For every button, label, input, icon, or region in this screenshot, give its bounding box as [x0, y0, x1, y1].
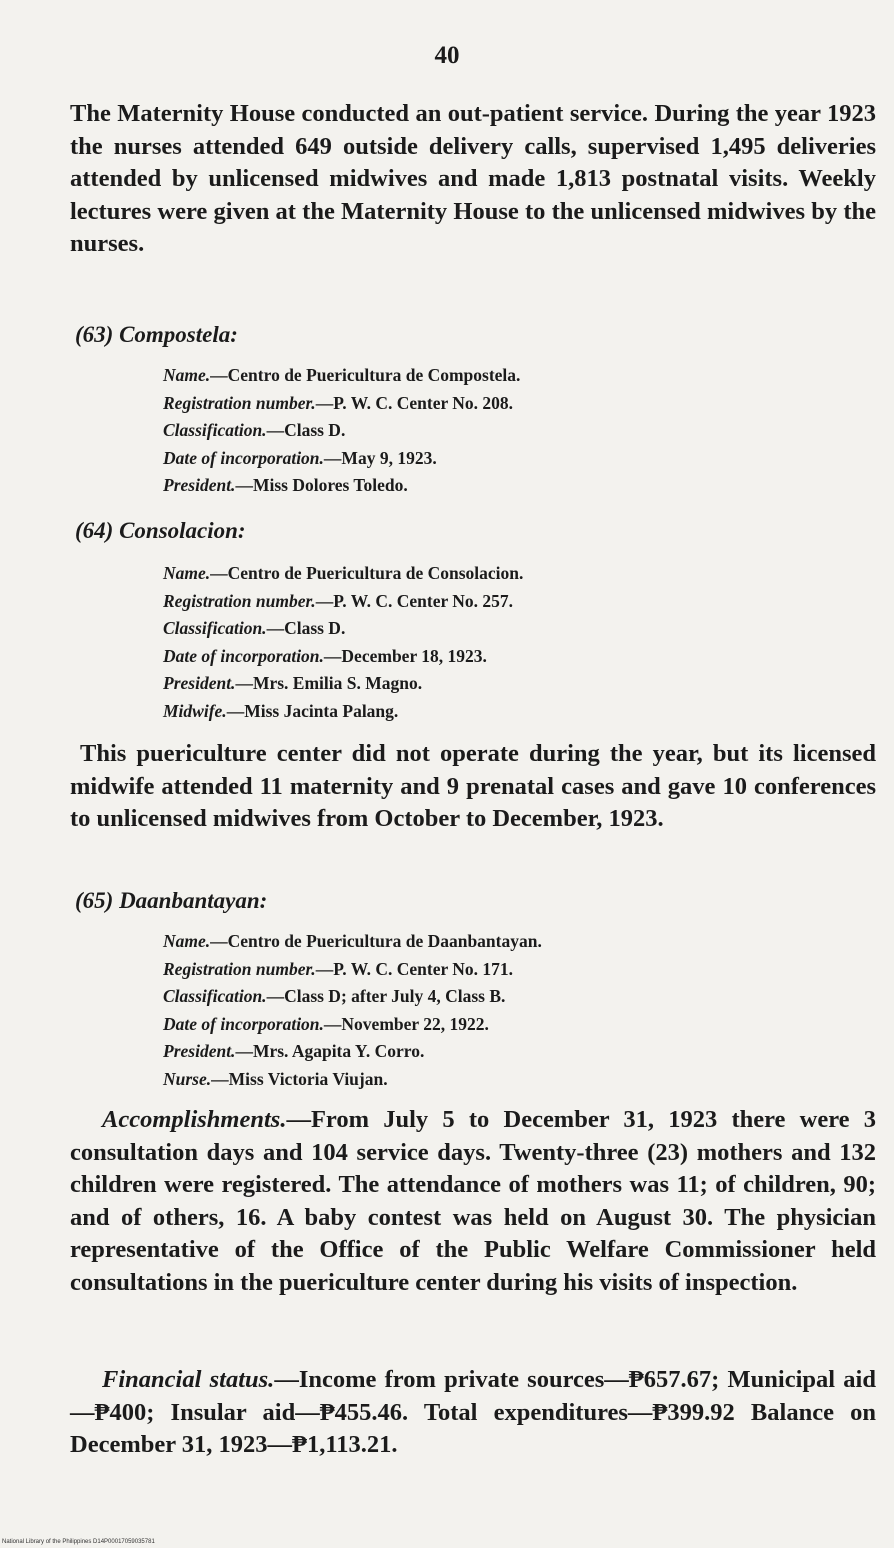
entry: President.—Mrs. Agapita Y. Corro.: [163, 1041, 425, 1061]
daanbantayan-entries: [163, 928, 863, 1093]
compostela-entries: [163, 362, 863, 500]
entry: Name.—Centro de Puericultura de Compostela.: [163, 365, 521, 385]
entry: Registration number.—P. W. C. Center No. 208.: [163, 392, 514, 413]
entry: President.—Mrs. Emilia S. Magno.: [163, 673, 423, 693]
section-heading-daanbantayan: (65) Daanbantayan:: [75, 888, 268, 913]
entry: Registration number.—P. W. C. Center No. 171.: [163, 958, 514, 979]
consolacion-paragraph: This puericulture center did not operate during the year, but its licensed midwife attended 11 maternity and 9 prenatal cases and gave 10 conferences to unlicensed midwives from October to December, 1923.: [70, 740, 876, 832]
entry: Date of incorporation.—November 22, 1922.: [163, 1013, 489, 1034]
section-heading-consolacion: (64) Consolacion:: [75, 518, 246, 543]
entry: Classification.—Class D.: [163, 420, 346, 440]
consolacion-entries: [163, 560, 863, 725]
entry: Date of incorporation.—December 18, 1923.: [163, 645, 487, 666]
entry: Nurse.—Miss Victoria Viujan.: [163, 1068, 388, 1089]
entry: Midwife.—Miss Jacinta Palang.: [163, 700, 399, 721]
accomplishments-paragraph: Accomplishments.—From July 5 to December 31, 1923 there were 3 consultation days and 104 service days. Twenty-three (23) mothers and 132 children were registered. The attendance of mothers was 11; of children, 90; and of others, 16. A baby contest was held on August 30. The physician representative of the Office of the Public Welfare Commissioner held consultations in the puericulture center during his visits of inspection.: [70, 1106, 876, 1296]
entry: Classification.—Class D.: [163, 618, 346, 638]
entry: Classification.—Class D; after July 4, Class B.: [163, 986, 506, 1006]
entry: Name.—Centro de Puericultura de Daanbantayan.: [163, 931, 542, 951]
page-number: 40: [434, 42, 460, 69]
entry: Date of incorporation.—May 9, 1923.: [163, 447, 437, 468]
entry: President.—Miss Dolores Toledo.: [163, 475, 408, 495]
entry: Name.—Centro de Puericultura de Consolacion.: [163, 563, 524, 583]
footer-label: National Library of the Philippines D14P00017059035781: [2, 1539, 155, 1545]
intro-paragraph: The Maternity House conducted an out-patient service. During the year 1923 the nurses attended 649 outside delivery calls, supervised 1,495 deliveries attended by unlicensed midwives and made 1,813 postnatal visits. Weekly lectures were given at the Maternity House to the unlicensed midwives by the nurses.: [70, 100, 876, 257]
financial-status-paragraph: Financial status.—Income from private sources—₱657.67; Municipal aid—₱400; Insular aid—₱455.46. Total expenditures—₱399.92 Balance on December 31, 1923—₱1,113.21.: [70, 1366, 876, 1458]
entry: Registration number.—P. W. C. Center No. 257.: [163, 590, 514, 611]
section-heading-compostela: (63) Compostela:: [75, 322, 238, 347]
